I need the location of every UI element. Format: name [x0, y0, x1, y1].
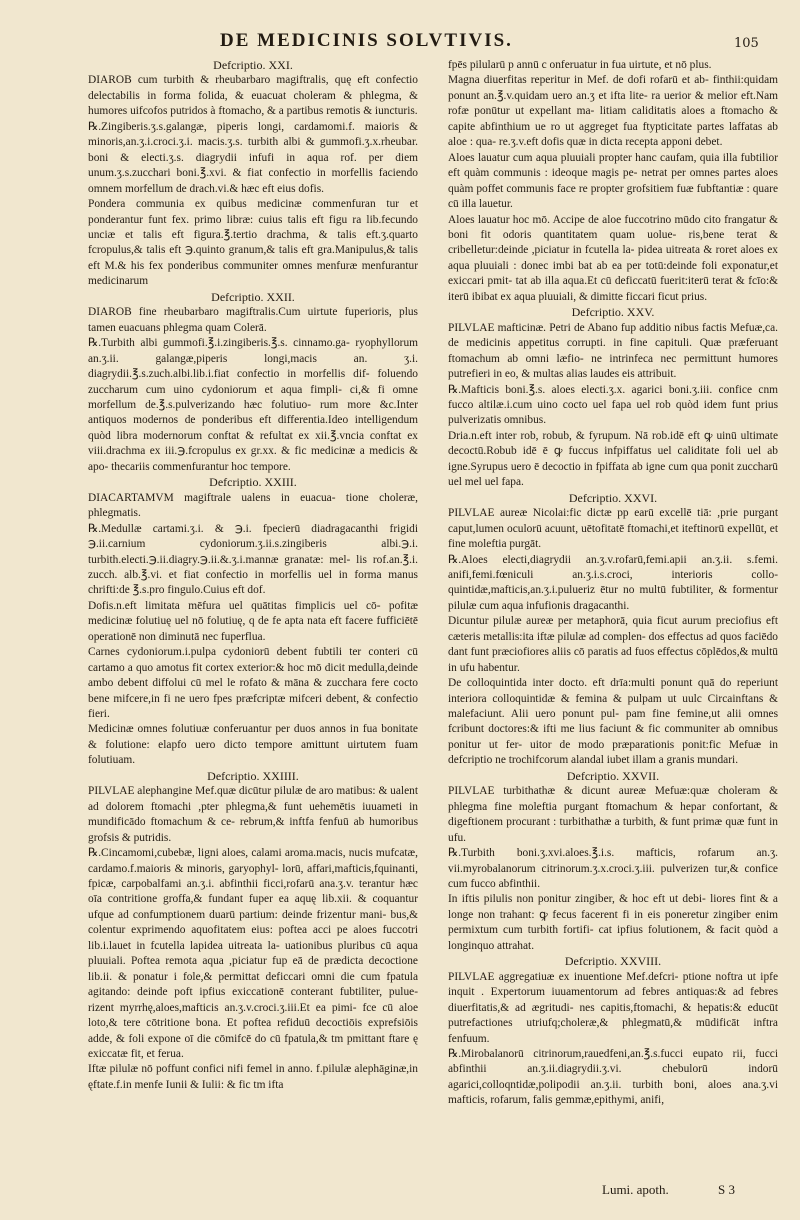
paragraph: PILVLAE aureæ Nicolai:fic dictæ pp earū excellē tiā: ,prie purgant caput,lumen oculorū acuunt, uētofitatē ftomachi,et iteftinorū expellūt, et fine moleftia purgāt.: [448, 507, 778, 551]
catchword: Lumi. apoth.: [602, 1182, 669, 1197]
section-heading: Defcriptio. XXVI.: [568, 490, 658, 505]
paragraph: PILVLAE turbithathæ & dicunt aureæ Mefuæ:quæ choleram & phlegma fine moleftia purgant ftomachum & hepar confortant, & digeftionem procurant : turbithathæ a turbith, & funt primæ quæ funt in ufu.: [448, 785, 778, 844]
paragraph: Aloes lauatur hoc mō. Accipe de aloe fuccotrino mūdo cito frangatur & boni fit odoris quantitatem quam uolue- ris,bene terat & cribelletur:deinde ,piciatur in fcutella la- pidea uitreata & roret aloes ex aqua pluuiali : donec imbi bat ab ea per totū:deinde foli exponatur,et exiccari pmit- tat ab illa aqua.Et cū deficcatū fuerit:iterū terat & fcīo:& iterū ibibat ex aqua pluuiali, & dimitte ficcari ficut prius.: [448, 213, 778, 303]
paragraph: Pondera communia ex quibus medicinæ commenfuran tur et ponderantur funt fex. primo libræ: cuius talis eft figu ra lib.fecundo unciæ et talis eft figura.℥.tertio drachma, & talis eft.ʒ.quarto fcropulus,& talis eft ℈.quinto granum,& talis eft gra.Manipulus,& talis eft M.& his fex ponderibus communiter omnes menfuræ menfurantur medicinarum: [88, 198, 418, 288]
paragraph: Medicinæ omnes folutiuæ conferuantur per duos annos in fua bonitate & folutione: elapfo uero dicto tempore amittunt uirtutem fuam folutiuam.: [88, 723, 418, 767]
paragraph: PILVLAE mafticinæ. Petri de Abano fup additio nibus factis Mefuæ,ca. de medicinis appetitus corrupti. in fine capituli. Quæ præferuant ftomachum ab omni læfio- ne intrinfeca nec permittunt humores putrefieri in eo, & multas alias laudes eis attribuit.: [448, 321, 778, 381]
paragraph: fpēs pilularū p annū c onferuatur in fua uirtute, et nō plus.: [448, 59, 712, 71]
section-heading: Defcriptio. XXVIII.: [564, 954, 662, 969]
section-heading: Defcriptio. XXII.: [211, 289, 295, 304]
paragraph: ℞.Medullæ cartami.ʒ.i. & ℈.i. fpecierū diadragacanthi frigidi ℈.ii.carnium cydoniorum.ʒ.ii.s.zingiberis albi.℈.i. turbith.electi.℈.ii.diagry.℈.ii.&.ʒ.i.mannæ granatæ: mel- lis rof.an.℥.i. zucch. alb.℥.vi. et fiat confectio in morfellis uel in forma manus chrifti:de ℥.s.pro fingulo.Cuius eft dof.: [88, 522, 418, 597]
paragraph: DIAROB fine rheubarbaro magiftralis.Cum uirtute fuperioris, plus tamen euacuans phlegma quam Colerā.: [88, 306, 418, 334]
paragraph: Dicuntur pilulæ aureæ per metaphorā, quia ficut aurum preciofius eft cæteris metallis:ita iftæ pilulæ ad complen- dos effectus ad quos faciēdo dant funt præciofiores aliis cō paratis ad fuos effectus cōplēdos,& multū in ufu habentur.: [448, 615, 778, 674]
paragraph: ℞.Cincamomi,cubebæ, ligni aloes, calami aroma.macis, nucis mufcatæ, cardamo.f.maioris & minoris, garyophyl- lorū, affari,mafticis,fquinanti, fpicæ, carpobalfami an.ʒ.i. abfinthii ficci,rofarū ana.ʒ.v. terantur hæc oīa contritione groffa,& fundant fuper ea aquę lib.xii. & coquantur ufque ad confumptionem duarū partium: deinde frizentur mani- bus,& colentur exprimendo aquofitatem eius: poftea acci pe aloes fuccotri lib.i.lauet in fcutella lapidea uitreata la- uationibus pluribus cū aqua pluuiali. Poftea remota aqua ,piciatur fup eā de prædicta decoctione lib.ii. & ponatur i fole,& permittat deficcari omni die cum fpatula agitando: deinde poft ipfius exiccationē conterant fubtiliter, pulue- rizent myrrhę,aloes,mafticis an.ʒ.v.croci.ʒ.iii.Et ea pimi- fce cū aloe loto,& tere cōtritione bona. Et poftea refiduū decoctiōis exprefsiōis adde, & foli expone oī die cōmifcē do cū fpatula,& tm pmittant ftare ę exiccatæ fit, et ferua.: [88, 847, 418, 1060]
section-heading: Defcriptio. XXVII.: [566, 768, 660, 783]
paragraph: Dria.n.eft inter rob, robub, & fyrupum. Nā rob.idē eft ꝙ uinū ultimate decoctū.Robub idē ē ꝙ fuccus infpiffatus uel caliditate foli uel ab igne.Syrupus uero ē decoctio in fpiffata ab igne cum qua ponit zuccharū uel mel uel fapa.: [448, 429, 778, 489]
running-title: DE MEDICINIS SOLVTIVIS.: [220, 30, 513, 51]
left-column: [88, 58, 418, 1183]
paragraph: Aloes lauatur cum aqua pluuiali propter hanc caufam, quia illa fubtilior eft quàm communis : ideoque magis pe- netrat per omnes partes aloes quàm poffet communis face re propter grofsitiem fuæ fubftantiæ : quare cū illa lauetur.: [448, 151, 778, 211]
signature-mark: S 3: [718, 1182, 735, 1197]
page-number: 105: [734, 36, 759, 51]
page-footer: [600, 1182, 800, 1202]
right-column: [448, 58, 778, 1183]
paragraph: DIAROB cum turbith & rheubarbaro magiftralis, quę eft confectio delectabilis in forma folida, & euacuat choleram & phlegma, & humores uifcofos putridos à ftomacho, & a partibus remotis & iuncturis.: [88, 74, 418, 118]
paragraph: Carnes cydoniorum.i.pulpa cydoniorū debent fubtili ter conteri cū cartamo a quo amotus fit cortex exterior:& hoc mō dicit medulla,deinde ambo debent diffolui cū mel le rofato & māna & zucchara fere cocto bene mifcere,in fi ne uero fpes præfcriptæ mifceri debent, & confectio fieri.: [88, 646, 418, 721]
paragraph: ℞.Mirobalanorū citrinorum,rauedfeni,an.℥.s.fucci eupato rii, fucci abfinthii an.ʒ.ii.diagrydii.ʒ.vi. chebulorū indorū agarici,colloqntidæ,polipodii an.ʒ.ii. turbith boni, aloes ana.ʒ.vi mafticis, rofarum, falis gemmæ,epithymi, anifi,: [448, 1048, 778, 1107]
paragraph: ℞.Turbith albi gummofi.℥.i.zingiberis.℥.s. cinnamo.ga- ryophyllorum an.ʒ.ii. galangæ,piperis longi,macis an. ʒ.i. diagrydii.℥.s.zuch.albi.lib.i.fiat confectio in morfellis dif- foluendo zuccharum cum uino cydoniorum et aqua fimpli- ci,& fi omne morfellum de.℥.s.pulverizando hæc folutiuo- rum more &c.Inter antiquos modernos de ponderibus eft differentia.Ideo intelligendum quòd libra modernorum conftat & refultat ex xii.℥.vncia conftat ex viii.drachma ex iii.℈.fcropulus ex gr.xx. & fic medicinæ a medicis & apo- thecariis commenfurantur hoc tempore.: [88, 337, 418, 473]
section-heading: Defcriptio. XXV.: [571, 305, 655, 320]
paragraph: ℞.Aloes electi,diagrydii an.ʒ.v.rofarū,femi.apii an.ʒ.ii. s.femi. anifi,femi.fœniculi an.ʒ.i.s.croci, interioris collo- quintidæ,mafticis,an.ʒ.i.pulueriz ētur no multū fubtiliter, & formentur pilulæ cum aqua infufionis dragacanthi.: [448, 553, 778, 612]
paragraph: ℞.Zingiberis.ʒ.s.galangæ, piperis longi, cardamomi.f. maioris & minoris,an.ʒ.i.croci.ʒ.i. macis.ʒ.s. turbith albi & gummofi.ʒ.x.rheubar. boni & electi.ʒ.s. diagrydii infufi in aqua rof. per diem unum.ʒ.s.zucchari boni.℥.xvi. & fiat confectio in morfellis faciendo omnem morfellum de drach.vi.& hæc eft eius dofis.: [88, 120, 418, 195]
paragraph: De colloquintida inter docto. eft drīa:multi ponunt quā do reperiunt interiora colloquintidæ & femina & pulpam ut uulc Circainftans & malefaciunt. Alii uero ponunt pul- pam fine femine,ut alii omnes fcribunt doctores:& ifti me lius faciunt & fic communiter ab omnibus ponitur ut fer- uitor de modo præparationis ponit:fic Mefuæ in defcriptio ne trochifcorum alandal iubet illam a granis mundari.: [448, 677, 778, 767]
paragraph: PILVLAE aggregatiuæ ex inuentione Mef.defcri- ptione noftra ut ipfe inquit . Expertorum iuuamentorum ad febres antiquas:& ad febres diuerfitatis,& ad ægritudi- nes capitis,ftomachi, & hepatis:& educūt putrefactiones utriufq;choleræ,& phlegmatū,& mūdificāt inftra fenfuum.: [448, 970, 778, 1045]
paragraph: ℞.Mafticis boni.℥.s. aloes electi.ʒ.x. agarici boni.ʒ.iii. confice cnm fucco altilæ.i.cum uino cocto uel fapa uel rob quòd idem funt prius pulverizatis omnibus.: [448, 383, 778, 427]
paragraph: DIACARTAMVM magiftrale ualens in euacua- tione choleræ, phlegmatis.: [88, 491, 418, 520]
section-heading: Defcriptio. XXI.: [213, 58, 293, 72]
paragraph: Dofis.n.eft limitata mēfura uel quātitas fimplicis uel cō- pofitæ medicinæ folutiuę uel nō folutiuę, q de fe apta nata eft facere fufficiētē operationē non diminutā nec fuperflua.: [88, 599, 418, 643]
paragraph: In iftis pilulis non ponitur zingiber, & hoc eft ut debi- liores fint & a longe non trahant: ꝙ fecus facerent fi in eis poneretur zingiber enim permixtum cum turbith fortifi- cat ipfius folutionem, & facit quòd a longinquo attrahat.: [448, 893, 778, 952]
section-heading: Defcriptio. XXIIII.: [207, 768, 299, 783]
paragraph: PILVLAE alephangine Mef.quæ dicūtur pilulæ de aro matibus: & ualent ad dolorem ftomachi ,pter phlegma,& funt uehemētis iuuameti in mundificādo ftomachum & ce- rebrum,& inftfa fenfuū ab humoribus grofsis & putridis.: [88, 785, 418, 844]
running-head: [0, 30, 800, 58]
section-heading: Defcriptio. XXIII.: [209, 475, 297, 490]
paragraph: Iftæ pilulæ nō poffunt confici nifi femel in anno. f.pilulæ alephāginæ,in ęftate.f.in menfe Iunii & Iulii: & fic tm ifta: [88, 1063, 418, 1091]
paragraph: ℞.Turbith boni.ʒ.xvi.aloes.℥.i.s. mafticis, rofarum an.ʒ. vii.myrobalanorum citrinorum.ʒ.x.croci.ʒ.iii. pulverizen tur,& confice cum fucco abfinthii.: [448, 847, 778, 891]
paragraph: Magna diuerfitas reperitur in Mef. de dofi rofarū et ab- finthii:quidam ponunt an.℥.v.quidam uero an.ʒ et ifta lite- ra uerior & melior eft.Nam rofæ ponūtur ut expellant ma- litiam caliditatis aloes a ftomacho & capite abfinthium ue ro ut aggreget fua ftypticitate partes laffatas ab aloe : qua- re.ʒ.v.eft dofis quæ in dicta recepta apponi debet.: [448, 74, 778, 149]
